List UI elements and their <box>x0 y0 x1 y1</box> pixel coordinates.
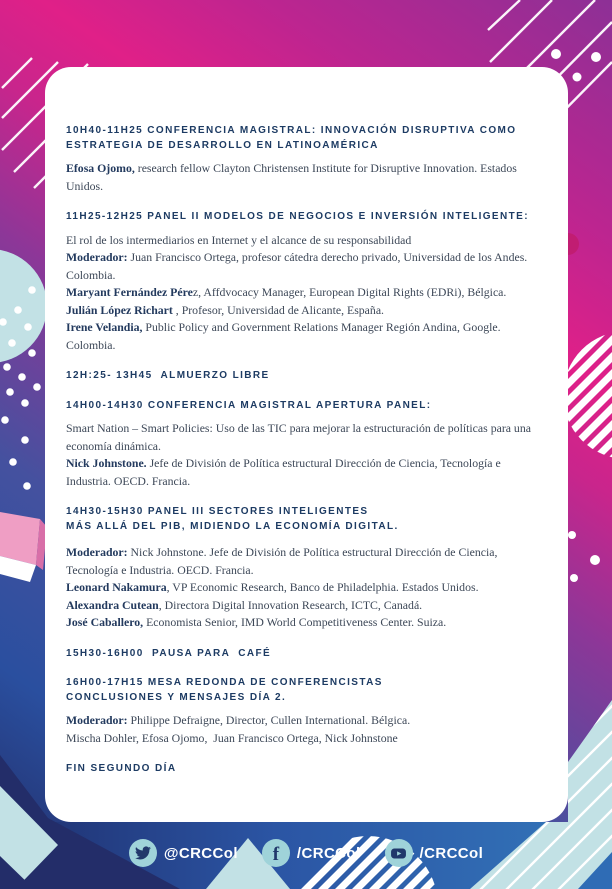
paragraph-text: Jefe de División de Política estructural Dirección de Ciencia, Tecnología e Industria. OECD. Francia. <box>66 456 504 488</box>
paragraph-text: Nick Johnstone. Jefe de División de Política estructural Dirección de Ciencia, Tecnología e Industria. OECD. Francia. <box>66 545 501 577</box>
section-paragraphs <box>66 232 548 355</box>
agenda-paragraph <box>66 319 548 354</box>
section-paragraphs <box>66 544 548 632</box>
twitter-icon[interactable] <box>129 839 157 867</box>
paragraph-text: Economista Senior, IMD World Competitiveness Center. Suiza. <box>143 615 447 629</box>
section-heading <box>66 676 548 705</box>
section-heading <box>66 210 548 225</box>
agenda-section <box>66 647 548 662</box>
section-heading-line: 14H00-14H30 CONFERENCIA MAGISTRAL APERTURA PANEL: <box>66 399 432 411</box>
speaker-name: Nick Johnstone. <box>66 456 147 470</box>
agenda-paragraph <box>66 579 548 597</box>
paragraph-text: , Profesor, Universidad de Alicante, España. <box>172 302 385 317</box>
social-item[interactable] <box>262 839 361 867</box>
agenda-paragraph <box>66 614 548 632</box>
social-handle[interactable]: @CRCCol <box>163 844 238 862</box>
social-item[interactable] <box>129 839 238 867</box>
section-heading <box>66 505 548 534</box>
agenda-paragraph <box>66 249 548 284</box>
agenda-paragraph <box>66 455 548 490</box>
agenda-section <box>66 369 548 384</box>
section-heading <box>66 124 548 153</box>
section-heading-line: 10H40-11H25 CONFERENCIA MAGISTRAL: INNOVACIÓN DISRUPTIVA COMO <box>66 125 517 136</box>
agenda-paragraph <box>66 544 548 579</box>
speaker-name: Leonard Nakamura <box>66 580 167 594</box>
paragraph-text: Philippe Defraigne, Director, Cullen International. Bélgica. <box>127 713 411 727</box>
section-heading-line: ESTRATEGIA DE DESARROLLO EN LATINOAMÉRICA <box>66 139 379 151</box>
agenda-paragraph <box>66 420 548 455</box>
youtube-icon[interactable] <box>385 839 413 867</box>
social-item[interactable] <box>385 839 484 867</box>
speaker-name: Julián López Richart <box>66 302 173 317</box>
section-heading-line: MÁS ALLÁ DEL PIB, MIDIENDO LA ECONOMÍA DIGITAL. <box>66 520 399 532</box>
agenda-section <box>66 505 548 632</box>
agenda-paragraph <box>66 284 548 302</box>
agenda-paragraph <box>66 712 548 730</box>
agenda-section <box>66 124 548 195</box>
speaker-name: José Caballero, <box>66 615 144 629</box>
agenda-section <box>66 210 548 354</box>
agenda-paragraph <box>66 160 548 195</box>
speaker-name: Irene Velandia, <box>66 320 143 334</box>
section-heading-line: 11H25-12H25 PANEL II MODELOS DE NEGOCIOS E INVERSIÓN INTELIGENTE: <box>66 211 529 222</box>
paragraph-text: z, Affdvocacy Manager, European Digital Rights (EDRi), Bélgica. <box>192 285 507 299</box>
paragraph-text: Juan Francisco Ortega, profesor cátedra derecho privado, Universidad de los Andes. Colombia. <box>66 250 531 282</box>
agenda-paragraph <box>66 597 548 615</box>
section-paragraphs <box>66 712 548 747</box>
section-heading-line: 16H00-17H15 MESA REDONDA DE CONFERENCISTAS <box>66 677 383 688</box>
section-heading-line: 14H30-15H30 PANEL III SECTORES INTELIGENTES <box>66 506 369 517</box>
speaker-name: Maryant Fernández Pére <box>66 285 193 299</box>
agenda-paragraph <box>66 232 548 250</box>
section-paragraphs <box>66 420 548 490</box>
section-heading-line: 12H:25- 13H45 ALMUERZO LIBRE <box>66 370 270 381</box>
section-heading-line: FIN SEGUNDO DÍA <box>66 763 177 774</box>
agenda-paragraph <box>66 730 548 748</box>
social-handle[interactable]: /CRCCol <box>419 844 484 862</box>
paragraph-text: research fellow Clayton Christensen Institute for Disruptive Innovation. Estados Unidos. <box>66 161 520 193</box>
speaker-name: Moderador: <box>66 250 128 264</box>
speaker-name: Moderador: <box>66 545 128 559</box>
social-handle[interactable]: /CRCCol <box>296 844 361 862</box>
paragraph-text: El rol de los intermediarios en Internet y el alcance de su responsabilidad <box>66 232 412 247</box>
agenda-section <box>66 762 548 777</box>
paragraph-text: Public Policy and Government Relations Manager Región Andina, Google. Colombia. <box>66 320 504 352</box>
paragraph-text: , VP Economic Research, Banco de Philadelphia. Estados Unidos. <box>166 580 479 594</box>
section-heading <box>66 369 548 384</box>
section-heading-line: 15H30-16H00 PAUSA PARA CAFÉ <box>66 647 272 659</box>
paragraph-text: Mischa Dohler, Efosa Ojomo, Juan Francisco Ortega, Nick Johnstone <box>66 730 398 745</box>
agenda-sections <box>66 124 548 777</box>
speaker-name: Efosa Ojomo, <box>66 161 135 175</box>
agenda-section <box>66 399 548 491</box>
speaker-name: Alexandra Cutean <box>66 597 159 612</box>
facebook-icon[interactable]: f <box>262 839 290 867</box>
section-paragraphs <box>66 160 548 195</box>
section-heading <box>66 399 548 414</box>
agenda-section <box>66 676 548 747</box>
section-heading <box>66 762 548 777</box>
paragraph-text: , Directora Digital Innovation Research, ICTC, Canadá. <box>158 597 423 612</box>
section-heading <box>66 647 548 662</box>
section-heading-line: CONCLUSIONES Y MENSAJES DÍA 2. <box>66 691 287 703</box>
paragraph-text: Smart Nation – Smart Policies: Uso de las TIC para mejorar la estructuración de políticas para una economía dinámica. <box>66 421 534 453</box>
agenda-paragraph <box>66 302 548 320</box>
social-row <box>0 839 612 867</box>
speaker-name: Moderador: <box>66 713 128 727</box>
agenda-card <box>45 67 568 822</box>
